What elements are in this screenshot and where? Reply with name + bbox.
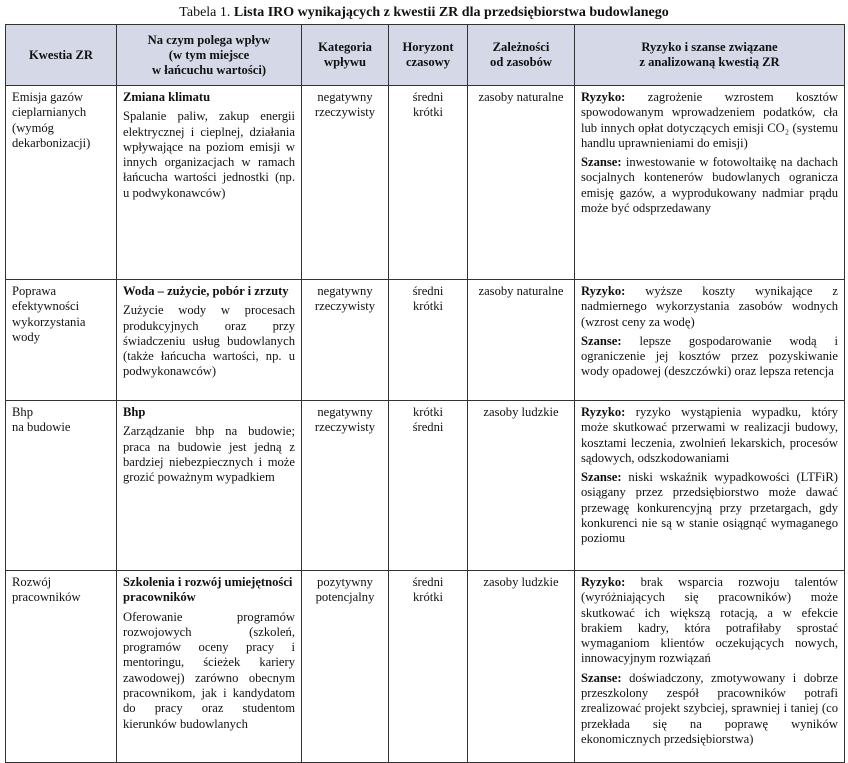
table-row: [6, 280, 845, 401]
caption-prefix: Tabela 1.: [179, 5, 234, 20]
risk-cell: [575, 86, 845, 280]
caption-title: Lista IRO wynikających z kwestii ZR dla przedsiębiorstwa budowlanego: [233, 5, 669, 20]
category-cell: negatywny rzeczywisty: [302, 280, 389, 401]
table-caption: [0, 0, 848, 24]
table-row: [6, 86, 845, 280]
risk-cell: [575, 571, 845, 763]
impact-cell: [117, 280, 302, 401]
header-impact: Na czym polega wpływ (w tym miejsce w łańcuchu wartości): [117, 25, 302, 86]
risk-paragraph: [581, 90, 838, 151]
chance-label: Szanse:: [581, 670, 622, 685]
dependency-cell: zasoby ludzkie: [468, 401, 575, 571]
chance-paragraph: [581, 470, 838, 546]
table-body: [6, 86, 845, 763]
risk-label: Ryzyko:: [581, 405, 626, 419]
issue-cell: Rozwój pracowników: [6, 571, 117, 763]
risk-cell: [575, 401, 845, 571]
impact-cell: [117, 401, 302, 571]
header-issue: Kwestia ZR: [6, 25, 117, 86]
risk-text: zagrożenie wzrostem kosztów spowodowanym wprowadzeniem podatków, cła lub innych opłat dotyczących emisji CO₂ (systemu handlu uprawnieniami do emisji): [581, 90, 838, 150]
horizon-cell: średni krótki: [389, 280, 468, 401]
impact-title: Woda – zużycie, pobór i zrzuty: [123, 284, 289, 298]
chance-paragraph: [581, 155, 838, 216]
table-row: [6, 571, 845, 763]
chance-text: doświadczony, zmotywowany i dobrze przeszkolony zespół pracowników potrafi zrealizować projekt szybciej, sprawniej i taniej (co przekłada się na poprawę wyników ekonomicznych przedsiębiorstwa): [581, 670, 838, 746]
risk-text: brak wsparcia rozwoju talentów (wyróżniających się pracowników) może skutkować ich większą rotacją, a w efekcie brakiem kadry, która potrafiłaby sprostać wymaganiom klientów oczekujących nowych, innowacyjnym rozwiązań: [581, 575, 838, 666]
chance-text: inwestowanie w fotowoltaikę na dachach socjalnych kontenerów budowlanych ogranicza emisję gazów, a wyprodukowany nadmiar prądu może być odsprzedawany: [581, 155, 838, 216]
impact-cell: [117, 571, 302, 763]
risk-label: Ryzyko:: [581, 284, 626, 298]
risk-paragraph: [581, 405, 838, 466]
chance-label: Szanse:: [581, 333, 622, 348]
dependency-cell: zasoby naturalne: [468, 280, 575, 401]
iro-table: [5, 24, 845, 763]
chance-paragraph: [581, 334, 838, 380]
impact-desc: Oferowanie programów rozwojowych (szkoleń, programów oceny pracy i mentoringu, ścieżek kariery zawodowej) zarówno obecnym pracownikom, jak i kandydatom do pracy oraz studentom kierunków budowlanych: [123, 609, 295, 731]
risk-text: wyższe koszty wynikające z nadmiernego wykorzystania zasobów wodnych (wzrost ceny za wodę): [581, 284, 838, 329]
chance-label: Szanse:: [581, 155, 622, 170]
horizon-cell: średni krótki: [389, 571, 468, 763]
horizon-cell: krótki średni: [389, 401, 468, 571]
dependency-cell: zasoby ludzkie: [468, 571, 575, 763]
header-category: Kategoria wpływu: [302, 25, 389, 86]
issue-cell: Poprawa efektywności wykorzystania wody: [6, 280, 117, 401]
impact-desc: Zarządzanie bhp na budowie; praca na budowie jest jedną z bardziej niebezpiecznych i może grozić poważnym wypadkiem: [123, 424, 295, 485]
risk-paragraph: [581, 575, 838, 667]
category-cell: pozytywny potencjalny: [302, 571, 389, 763]
issue-cell: Emisja gazów cieplarnianych (wymóg dekarbonizacji): [6, 86, 117, 280]
horizon-cell: średni krótki: [389, 86, 468, 280]
category-cell: negatywny rzeczywisty: [302, 86, 389, 280]
issue-cell: Bhp na budowie: [6, 401, 117, 571]
table-row: [6, 401, 845, 571]
risk-label: Ryzyko:: [581, 90, 626, 104]
header-row: [6, 25, 845, 86]
dependency-cell: zasoby naturalne: [468, 86, 575, 280]
risk-text: ryzyko wystąpienia wypadku, który może skutkować przerwami w realizacji budowy, kosztami leczenia, zwolnień lekarskich, procesów sądowych, odszkodowaniami: [581, 405, 838, 465]
risk-cell: [575, 280, 845, 401]
risk-label: Ryzyko:: [581, 575, 626, 589]
header-dependency: Zależności od zasobów: [468, 25, 575, 86]
table-header: [6, 25, 845, 86]
chance-label: Szanse:: [581, 470, 622, 485]
impact-title: Szkolenia i rozwój umiejętności pracowników: [123, 575, 293, 605]
impact-title: Bhp: [123, 405, 146, 419]
header-risk: Ryzyko i szanse związane z analizowaną kwestią ZR: [575, 25, 845, 86]
chance-text: lepsze gospodarowanie wodą i ograniczenie jej kosztów przez pozyskiwanie wody opadowej (deszczówki) oraz lepsza retencja: [581, 333, 838, 379]
chance-paragraph: [581, 671, 838, 747]
risk-paragraph: [581, 284, 838, 330]
header-horizon: Horyzont czasowy: [389, 25, 468, 86]
impact-title: Zmiana klimatu: [123, 90, 211, 104]
chance-text: niski wskaźnik wypadkowości (LTFiR) osiągany przez przedsiębiorstwo może dawać przewagę konkurencyjną przy przetargach, gdy konkurenci nie są w stanie osiągnąć wymaganego poziomu: [581, 470, 838, 546]
impact-cell: [117, 86, 302, 280]
category-cell: negatywny rzeczywisty: [302, 401, 389, 571]
impact-desc: Spalanie paliw, zakup energii elektrycznej i cieplnej, działania wpływające na poziom emisji w innych organizacjach w ramach łańcucha wartości jednostki (np. u podwykonawców): [123, 109, 295, 200]
impact-desc: Zużycie wody w procesach produkcyjnych oraz przy świadczeniu usług budowlanych (także łańcucha wartości, np. u podwykonawców): [123, 303, 295, 379]
